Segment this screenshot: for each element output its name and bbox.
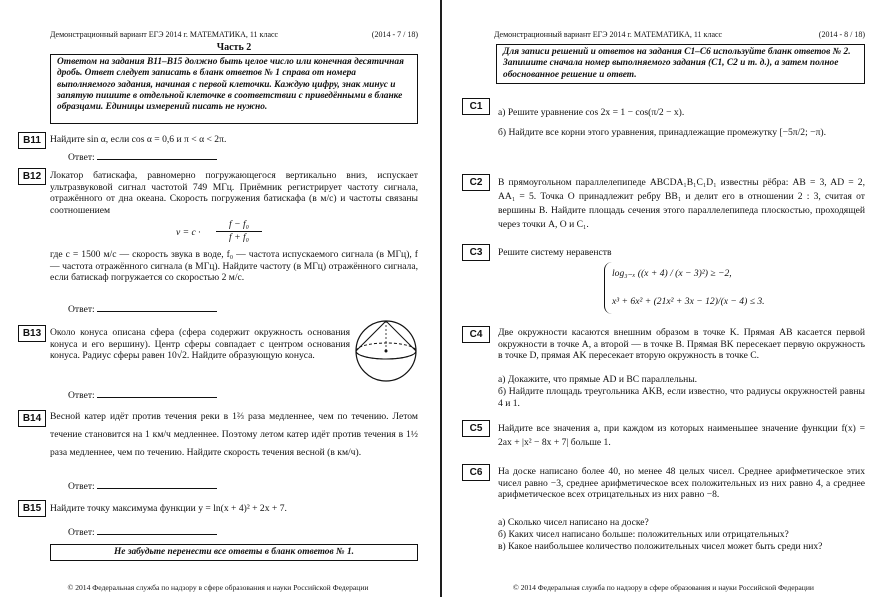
task-label: C5 bbox=[462, 420, 490, 437]
task-c6-part-b: б) Каких чисел написано больше: положительных или отрицательных? bbox=[498, 529, 789, 540]
task-label: C2 bbox=[462, 174, 490, 191]
task-c6-text: На доске написано более 40, но менее 48 целых чисел. Среднее арифметическое этих чисел равно −3, среднее арифметическое всех положительных из них равно 4, а среднее арифметическое всех отрицательных из них равно −8. bbox=[498, 466, 865, 501]
answer-line bbox=[68, 152, 217, 164]
formula-denominator: f + f₀ bbox=[229, 232, 249, 243]
answer-blank[interactable] bbox=[97, 534, 217, 535]
task-label: B15 bbox=[18, 500, 46, 517]
doppler-formula bbox=[168, 219, 308, 247]
task-c3-text: Решите систему неравенств bbox=[498, 247, 612, 258]
task-b11-text: Найдите sin α, если cos α = 0,6 и π < α < 2π. bbox=[50, 134, 227, 145]
reminder-box: Не забудьте перенести все ответы в бланк ответов № 1. bbox=[50, 544, 418, 561]
right-page-footer: © 2014 Федеральная служба по надзору в сфере образования и науки Российской Федерации bbox=[513, 583, 814, 592]
task-c4-part-b: б) Найдите площадь треугольника AKB, если известно, что радиусы окружностей равны 4 и 1. bbox=[498, 386, 865, 409]
answer-label: Ответ: bbox=[68, 527, 95, 538]
task-c5-text: Найдите все значения a, при каждом из которых наименьшее значение функции f(x) = 2ax + |x² − 8x + 7| больше 1. bbox=[498, 423, 865, 448]
header-page-number: (2014 - 7 / 18) bbox=[371, 30, 418, 39]
instructions-box: Ответом на задания B11–B15 должно быть целое число или конечная десятичная дробь. Ответ следует записать в бланк ответов № 1 справа от номера выполняемого задания, начиная с первой клеточки. Каждую цифру, знак минус и запятую пишите в отдельной клеточке в соответствии с приведёнными в бланке образцами. Единицы измерений писать не нужно. bbox=[50, 54, 418, 124]
task-label: B13 bbox=[18, 325, 46, 342]
task-c1-part-a: а) Решите уравнение cos 2x = 1 − cos(π/2 − x). bbox=[498, 107, 685, 118]
formula-numerator: f − f₀ bbox=[216, 219, 262, 232]
task-b12-text: Локатор батискафа, равномерно погружающегося вертикально вниз, испускает ультразвуковой сигнал частотой 749 МГц. Приёмник регистрирует частоту сигнала, отражённого от дна океана. Скорость погружения батискафа (в м/с) и частоты связаны соотношением bbox=[50, 170, 418, 217]
part-title: Часть 2 bbox=[216, 42, 252, 53]
header-title: Демонстрационный вариант ЕГЭ 2014 г. МАТЕМАТИКА, 11 класс bbox=[494, 30, 723, 39]
task-c6-part-c: в) Какое наибольшее количество положительных чисел может быть среди них? bbox=[498, 541, 823, 552]
answer-label: Ответ: bbox=[68, 390, 95, 401]
task-label: C6 bbox=[462, 464, 490, 481]
answer-line bbox=[68, 481, 217, 493]
task-c4-text: Две окружности касаются внешним образом в точке K. Прямая AB касается первой окружности в точке A, а второй — в точке B. Прямая BK пересекает первую окружность в точке D, прямая AK пересекает вторую окружность в точке C. bbox=[498, 327, 865, 362]
sphere-cone-figure bbox=[354, 318, 418, 384]
task-b14-text: Весной катер идёт против течения реки в 1⅔ раза медленнее, чем по течению. Летом течение становится на 1 км/ч медленнее. Поэтому летом катер идёт против течения в 1½ раза медленнее, чем по течению. Найдите скорость течения весной (в км/ч). bbox=[50, 411, 418, 459]
instructions-box: Для записи решений и ответов на задания C1–C6 используйте бланк ответов № 2. Запишите сначала номер выполняемого задания (C1, C2 и т. д.), а затем полное обоснованное решение и ответ. bbox=[496, 44, 865, 84]
task-b15-text: Найдите точку максимума функции y = ln(x + 4)² + 2x + 7. bbox=[50, 503, 287, 514]
answer-label: Ответ: bbox=[68, 152, 95, 163]
task-label: C1 bbox=[462, 98, 490, 115]
left-page-header bbox=[50, 30, 418, 40]
task-label: B11 bbox=[18, 132, 46, 149]
left-page bbox=[18, 0, 418, 597]
formula-lhs: v = c · bbox=[176, 227, 201, 238]
task-label: C3 bbox=[462, 244, 490, 261]
answer-blank[interactable] bbox=[97, 488, 217, 489]
answer-label: Ответ: bbox=[68, 304, 95, 315]
inequality-1: log₃₋ₓ ((x + 4) / (x − 3)²) ≥ −2, bbox=[612, 268, 732, 279]
system-brace bbox=[604, 262, 612, 314]
task-c2-text: В прямоугольном параллелепипеде ABCDA₁B₁C₁D₁ известны рёбра: AB = 3, AD = 2, AA₁ = 5. Точка O принадлежит ребру BB₁ и делит его в отношении 2 : 3, считая от вершины B. Найдите площадь сечения этого параллелепипеда плоскостью, проходящей через точки A, O и C₁. bbox=[498, 177, 865, 230]
page-divider bbox=[440, 0, 442, 597]
header-page-number: (2014 - 8 / 18) bbox=[818, 30, 865, 39]
task-c4-part-a: а) Докажите, что прямые AD и BC параллельны. bbox=[498, 374, 698, 385]
answer-label: Ответ: bbox=[68, 481, 95, 492]
answer-line bbox=[68, 390, 217, 402]
right-page bbox=[462, 0, 865, 597]
task-b12-text-continued: где c = 1500 м/с — скорость звука в воде, f₀ — частота испускаемого сигнала (в МГц), f — частота отражённого сигнала (в МГц). Найдите частоту (в МГц) отражённого сигнала, если батискаф погружается со скоростью 2 м/с. bbox=[50, 249, 418, 284]
answer-blank[interactable] bbox=[97, 311, 217, 312]
task-label: B14 bbox=[18, 410, 46, 427]
right-page-header bbox=[494, 30, 865, 40]
task-label: B12 bbox=[18, 168, 46, 185]
left-page-footer: © 2014 Федеральная служба по надзору в сфере образования и науки Российской Федерации bbox=[67, 583, 369, 592]
task-c6-part-a: а) Сколько чисел написано на доске? bbox=[498, 517, 649, 528]
answer-blank[interactable] bbox=[97, 159, 217, 160]
task-c1-part-b: б) Найдите все корни этого уравнения, принадлежащие промежутку [−5π/2; −π). bbox=[498, 127, 827, 138]
answer-line bbox=[68, 304, 217, 316]
header-title: Демонстрационный вариант ЕГЭ 2014 г. МАТЕМАТИКА, 11 класс bbox=[50, 30, 279, 39]
task-b13-text: Около конуса описана сфера (сфера содержит окружность основания конуса и его вершину). Центр сферы совпадает с центром основания конуса. Радиус сферы равен 10√2. Найдите образующую конуса. bbox=[50, 327, 350, 362]
task-label: C4 bbox=[462, 326, 490, 343]
answer-blank[interactable] bbox=[97, 397, 217, 398]
answer-line bbox=[68, 527, 217, 539]
inequality-2: x³ + 6x² + (21x² + 3x − 12)/(x − 4) ≤ 3. bbox=[612, 296, 765, 307]
